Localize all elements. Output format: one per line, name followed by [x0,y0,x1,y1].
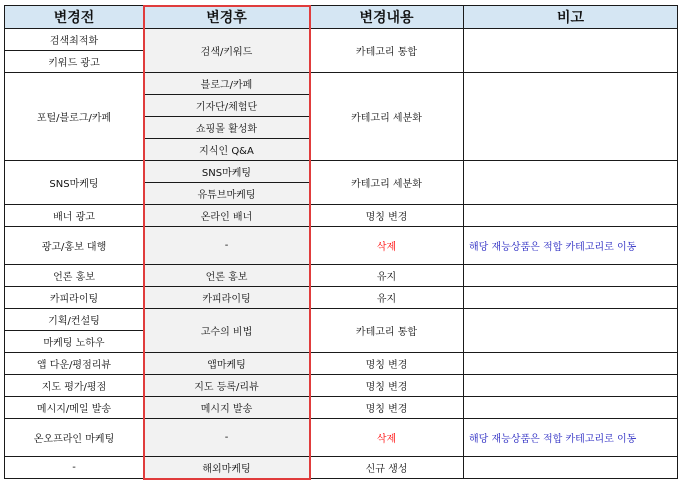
after-cell: 온라인 배너 [144,205,310,227]
table-row [5,73,678,95]
after-cell: 블로그/카페 [144,73,310,95]
change-cell: 카테고리 세분화 [310,73,464,161]
change-cell: 유지 [310,287,464,309]
change-cell-deleted: 삭제 [310,227,464,265]
table-row [5,227,678,265]
note-cell [464,205,678,227]
change-cell: 명칭 변경 [310,205,464,227]
after-cell: 언론 홍보 [144,265,310,287]
table-row [5,309,678,331]
before-cell: 메시지/메일 발송 [5,397,144,419]
after-cell: 메시지 발송 [144,397,310,419]
before-cell: 온오프라인 마케팅 [5,419,144,457]
before-cell: 카피라이팅 [5,287,144,309]
table-row [5,419,678,457]
change-cell: 유지 [310,265,464,287]
header-note: 비고 [464,6,678,29]
before-cell: SNS마케팅 [5,161,144,205]
after-cell: 검색/키워드 [144,29,310,73]
change-cell-deleted: 삭제 [310,419,464,457]
before-cell: 검색최적화 [5,29,144,51]
after-cell: 기자단/체험단 [144,95,310,117]
before-cell: 포털/블로그/카페 [5,73,144,161]
note-cell: 해당 재능상품은 적합 카테고리로 이동 [464,419,678,457]
after-cell: 고수의 비법 [144,309,310,353]
change-cell: 카테고리 세분화 [310,161,464,205]
note-cell [464,397,678,419]
header-change: 변경내용 [310,6,464,29]
table-row [5,457,678,479]
note-cell [464,309,678,353]
note-cell [464,287,678,309]
after-cell: - [144,419,310,457]
change-cell: 명칭 변경 [310,397,464,419]
before-cell: 마케팅 노하우 [5,331,144,353]
change-cell: 신규 생성 [310,457,464,479]
note-cell [464,161,678,205]
table-row [5,397,678,419]
change-cell: 카테고리 통합 [310,309,464,353]
note-cell [464,375,678,397]
before-cell: 지도 평가/평점 [5,375,144,397]
table-row [5,161,678,183]
note-cell [464,457,678,479]
note-cell [464,353,678,375]
table-row [5,29,678,51]
before-cell: 언론 홍보 [5,265,144,287]
table-row [5,375,678,397]
table-row [5,205,678,227]
header-after: 변경후 [144,6,310,29]
before-cell: - [5,457,144,479]
category-change-table [4,5,678,479]
table-row [5,287,678,309]
after-cell: 유튜브마케팅 [144,183,310,205]
before-cell: 배너 광고 [5,205,144,227]
note-cell [464,29,678,73]
after-cell: 앱마케팅 [144,353,310,375]
before-cell: 광고/홍보 대행 [5,227,144,265]
table-row [5,353,678,375]
before-cell: 기획/컨설팅 [5,309,144,331]
change-cell: 카테고리 통합 [310,29,464,73]
note-cell [464,265,678,287]
before-cell: 앱 다운/평점리뷰 [5,353,144,375]
change-cell: 명칭 변경 [310,353,464,375]
header-row [5,6,678,29]
after-cell: SNS마케팅 [144,161,310,183]
after-cell: 카피라이팅 [144,287,310,309]
after-cell: - [144,227,310,265]
header-before: 변경전 [5,6,144,29]
after-cell: 지도 등록/리뷰 [144,375,310,397]
after-cell: 지식인 Q&A [144,139,310,161]
note-cell: 해당 재능상품은 적합 카테고리로 이동 [464,227,678,265]
before-cell: 키워드 광고 [5,51,144,73]
change-cell: 명칭 변경 [310,375,464,397]
after-cell: 쇼핑몰 활성화 [144,117,310,139]
after-cell: 해외마케팅 [144,457,310,479]
note-cell [464,73,678,161]
table-row [5,265,678,287]
